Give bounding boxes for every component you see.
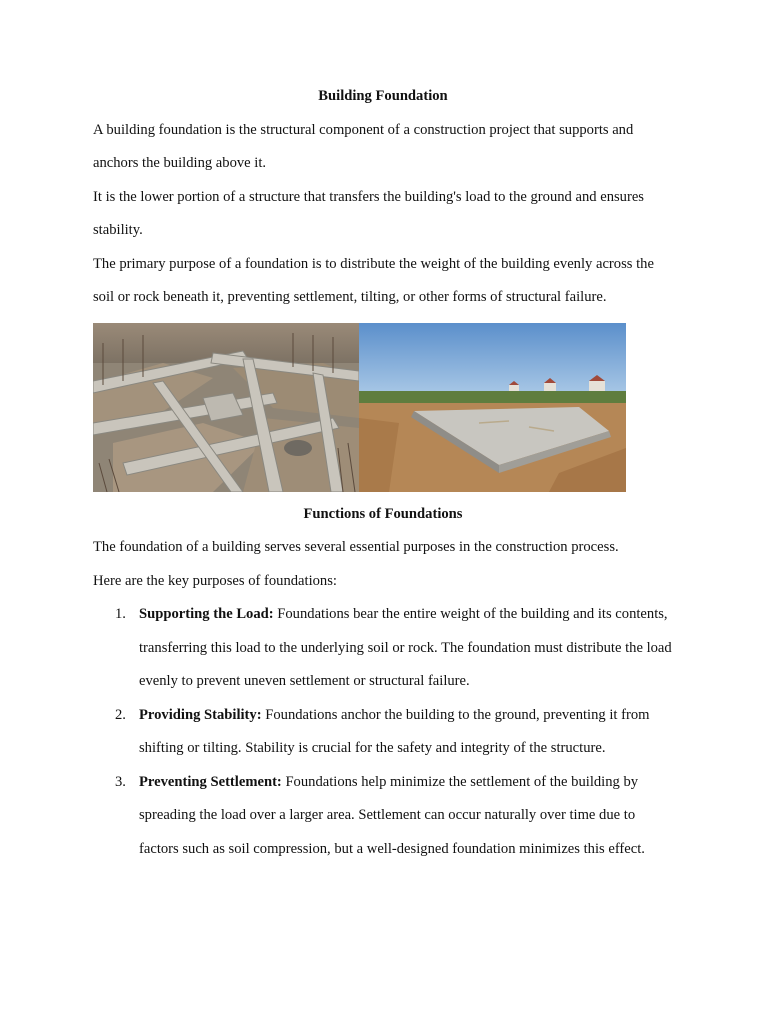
list-item xyxy=(93,598,673,699)
list-term: Supporting the Load: xyxy=(139,606,274,622)
section-paragraph-2: Here are the key purposes of foundations: xyxy=(93,572,337,589)
list-text: Foundations anchor the building to the ground, preventing it from shifting or tilting. Stability is crucial for the safety and integrity of the structure. xyxy=(139,706,650,756)
list-item xyxy=(93,766,673,867)
list-text: Foundations bear the entire weight of the building and its contents, transferring this load to the underlying soil or rock. The foundation must distribute the load evenly to prevent uneven settlement or structural failure. xyxy=(139,606,672,689)
photo-slab-foundation xyxy=(359,323,626,492)
list-text: Foundations help minimize the settlement of the building by spreading the load over a larger area. Settlement can occur naturally over time due to factors such as soil compression, but a well-designed foundation minimizes this effect. xyxy=(139,773,645,857)
section-paragraph-1: The foundation of a building serves several essential purposes in the construction process. xyxy=(93,539,619,555)
list-number: 2. xyxy=(115,706,126,723)
foundation-photos xyxy=(93,323,626,492)
purposes-list xyxy=(93,598,673,866)
document-page xyxy=(93,80,673,866)
intro-paragraph-1: A building foundation is the structural component of a construction project that supports and anchors the building above it. xyxy=(93,121,634,171)
list-term: Providing Stability: xyxy=(139,706,262,723)
intro-paragraph-2: It is the lower portion of a structure that transfers the building's load to the ground and ensures stability. xyxy=(93,188,644,238)
photo-strip-footings xyxy=(93,323,359,492)
section-title: Functions of Foundations xyxy=(303,505,463,522)
list-term: Preventing Settlement: xyxy=(139,773,282,790)
document-title: Building Foundation xyxy=(318,88,448,104)
intro-paragraph-3: The primary purpose of a foundation is to distribute the weight of the building evenly across the soil or rock beneath it, preventing settlement, tilting, or other forms of structural failure. xyxy=(93,255,654,305)
list-item xyxy=(93,699,673,766)
list-number: 1. xyxy=(115,606,126,622)
list-number: 3. xyxy=(115,773,126,790)
